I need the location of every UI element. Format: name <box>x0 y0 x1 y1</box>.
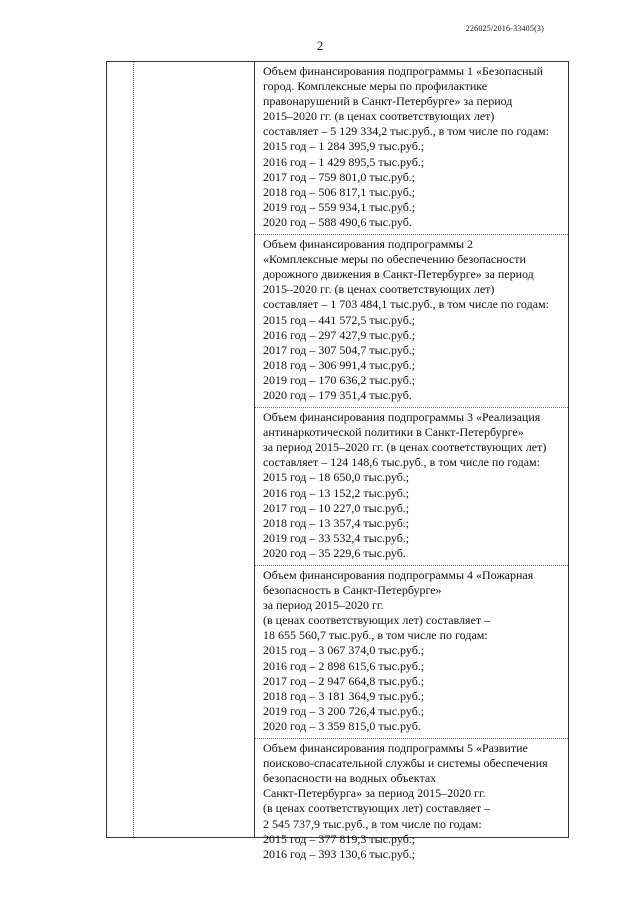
year-amount-line: 2018 год – 3 181 364,9 тыс.руб.; <box>263 688 425 703</box>
year-amount-line: 2020 год – 35 229,6 тыс.руб. <box>263 545 406 560</box>
financing-table <box>106 61 569 861</box>
funding-description-line: безопасность в Санкт-Петербурге» <box>263 583 442 598</box>
year-amount-line: 2016 год – 297 427,9 тыс.руб.; <box>263 327 416 342</box>
funding-description-line: «Комплексные меры по обеспечению безопасности <box>263 252 526 267</box>
financing-text-cell <box>255 62 568 866</box>
year-amount-line: 2020 год – 588 490,6 тыс.руб. <box>263 214 412 229</box>
funding-description-line: Объем финансирования подпрограммы 3 «Реализация <box>263 410 541 425</box>
funding-description-line: составляет – 1 703 484,1 тыс.руб., в том числе по годам: <box>263 297 549 312</box>
funding-description-line: поисково-спасательной службы и системы обеспечения <box>263 756 548 771</box>
funding-description-line: правонарушений в Санкт-Петербурге» за период <box>263 94 513 109</box>
page-number: 2 <box>316 38 324 53</box>
funding-description-line: составляет – 124 148,6 тыс.руб., в том числе по годам: <box>263 455 540 470</box>
funding-description-line: составляет – 5 129 334,2 тыс.руб., в том числе по годам: <box>263 124 549 139</box>
year-amount-line: 2020 год – 179 351,4 тыс.руб. <box>263 387 412 402</box>
year-amount-line: 2017 год – 10 227,0 тыс.руб.; <box>263 500 410 515</box>
year-amount-line: 2015 год – 18 650,0 тыс.руб.; <box>263 470 410 485</box>
funding-description-line: безопасности на водных объектах <box>263 771 437 786</box>
funding-description-line: (в ценах соответствующих лет) составляет – <box>263 613 491 628</box>
funding-description-line: 2 545 737,9 тыс.руб., в том числе по годам: <box>263 816 482 831</box>
year-amount-line: 2017 год – 307 504,7 тыс.руб.; <box>263 342 416 357</box>
subprogram-5-section <box>255 739 568 866</box>
year-amount-line: 2018 год – 306 991,4 тыс.руб.; <box>263 357 416 372</box>
year-amount-line: 2015 год – 441 572,5 тыс.руб.; <box>263 312 416 327</box>
document-id: 226025/2016-33405(3) <box>465 24 544 33</box>
year-amount-line: 2015 год – 3 067 374,0 тыс.руб.; <box>263 643 425 658</box>
year-amount-line: 2016 год – 13 152,2 тыс.руб.; <box>263 485 410 500</box>
year-amount-line: 2015 год – 1 284 395,9 тыс.руб.; <box>263 139 425 154</box>
year-amount-line: 2019 год – 33 532,4 тыс.руб.; <box>263 530 410 545</box>
funding-description-line: город. Комплексные меры по профилактике <box>263 79 488 94</box>
funding-description-line: 18 655 560,7 тыс.руб., в том числе по годам: <box>263 628 488 643</box>
funding-description-line: антинаркотической политики в Санкт-Петербурге» <box>263 425 524 440</box>
funding-description-line: Объем финансирования подпрограммы 5 «Развитие <box>263 741 528 756</box>
year-amount-line: 2020 год – 3 359 815,0 тыс.руб. <box>263 718 421 733</box>
funding-description-line: 2015–2020 гг. (в ценах соответствующих лет) <box>263 282 495 297</box>
subprogram-4-section <box>255 566 568 739</box>
subprogram-1-section <box>255 62 568 235</box>
year-amount-line: 2017 год – 759 801,0 тыс.руб.; <box>263 169 416 184</box>
year-amount-line: 2019 год – 559 934,1 тыс.руб.; <box>263 199 416 214</box>
funding-description-line: дорожного движения в Санкт-Петербурге» за период <box>263 267 534 282</box>
subprogram-2-section <box>255 235 568 408</box>
year-amount-line: 2016 год – 393 130,6 тыс.руб.; <box>263 846 416 861</box>
funding-description-line: за период 2015–2020 гг. (в ценах соответствующих лет) <box>263 440 547 455</box>
funding-description-line: Санкт-Петербурга» за период 2015–2020 гг. <box>263 786 486 801</box>
year-amount-line: 2019 год – 170 636,2 тыс.руб.; <box>263 372 416 387</box>
year-amount-line: 2016 год – 1 429 895,5 тыс.руб.; <box>263 154 425 169</box>
year-amount-line: 2018 год – 506 817,1 тыс.руб.; <box>263 184 416 199</box>
funding-description-line: (в ценах соответствующих лет) составляет – <box>263 801 491 816</box>
funding-description-line: Объем финансирования подпрограммы 4 «Пожарная <box>263 568 534 582</box>
year-amount-line: 2019 год – 3 200 726,4 тыс.руб.; <box>263 703 425 718</box>
funding-description-line: за период 2015–2020 гг. <box>263 598 384 613</box>
funding-description-line: Объем финансирования подпрограммы 1 «Безопасный <box>263 64 544 78</box>
table-column-divider <box>133 62 134 837</box>
year-amount-line: 2018 год – 13 357,4 тыс.руб.; <box>263 515 410 530</box>
funding-description-line: 2015–2020 гг. (в ценах соответствующих лет) <box>263 109 495 124</box>
year-amount-line: 2017 год – 2 947 664,8 тыс.руб.; <box>263 673 425 688</box>
funding-description-line: Объем финансирования подпрограммы 2 <box>263 237 474 252</box>
year-amount-line: 2015 год – 377 819,3 тыс.руб.; <box>263 831 416 846</box>
year-amount-line: 2016 год – 2 898 615,6 тыс.руб.; <box>263 658 425 673</box>
subprogram-3-section <box>255 408 568 566</box>
